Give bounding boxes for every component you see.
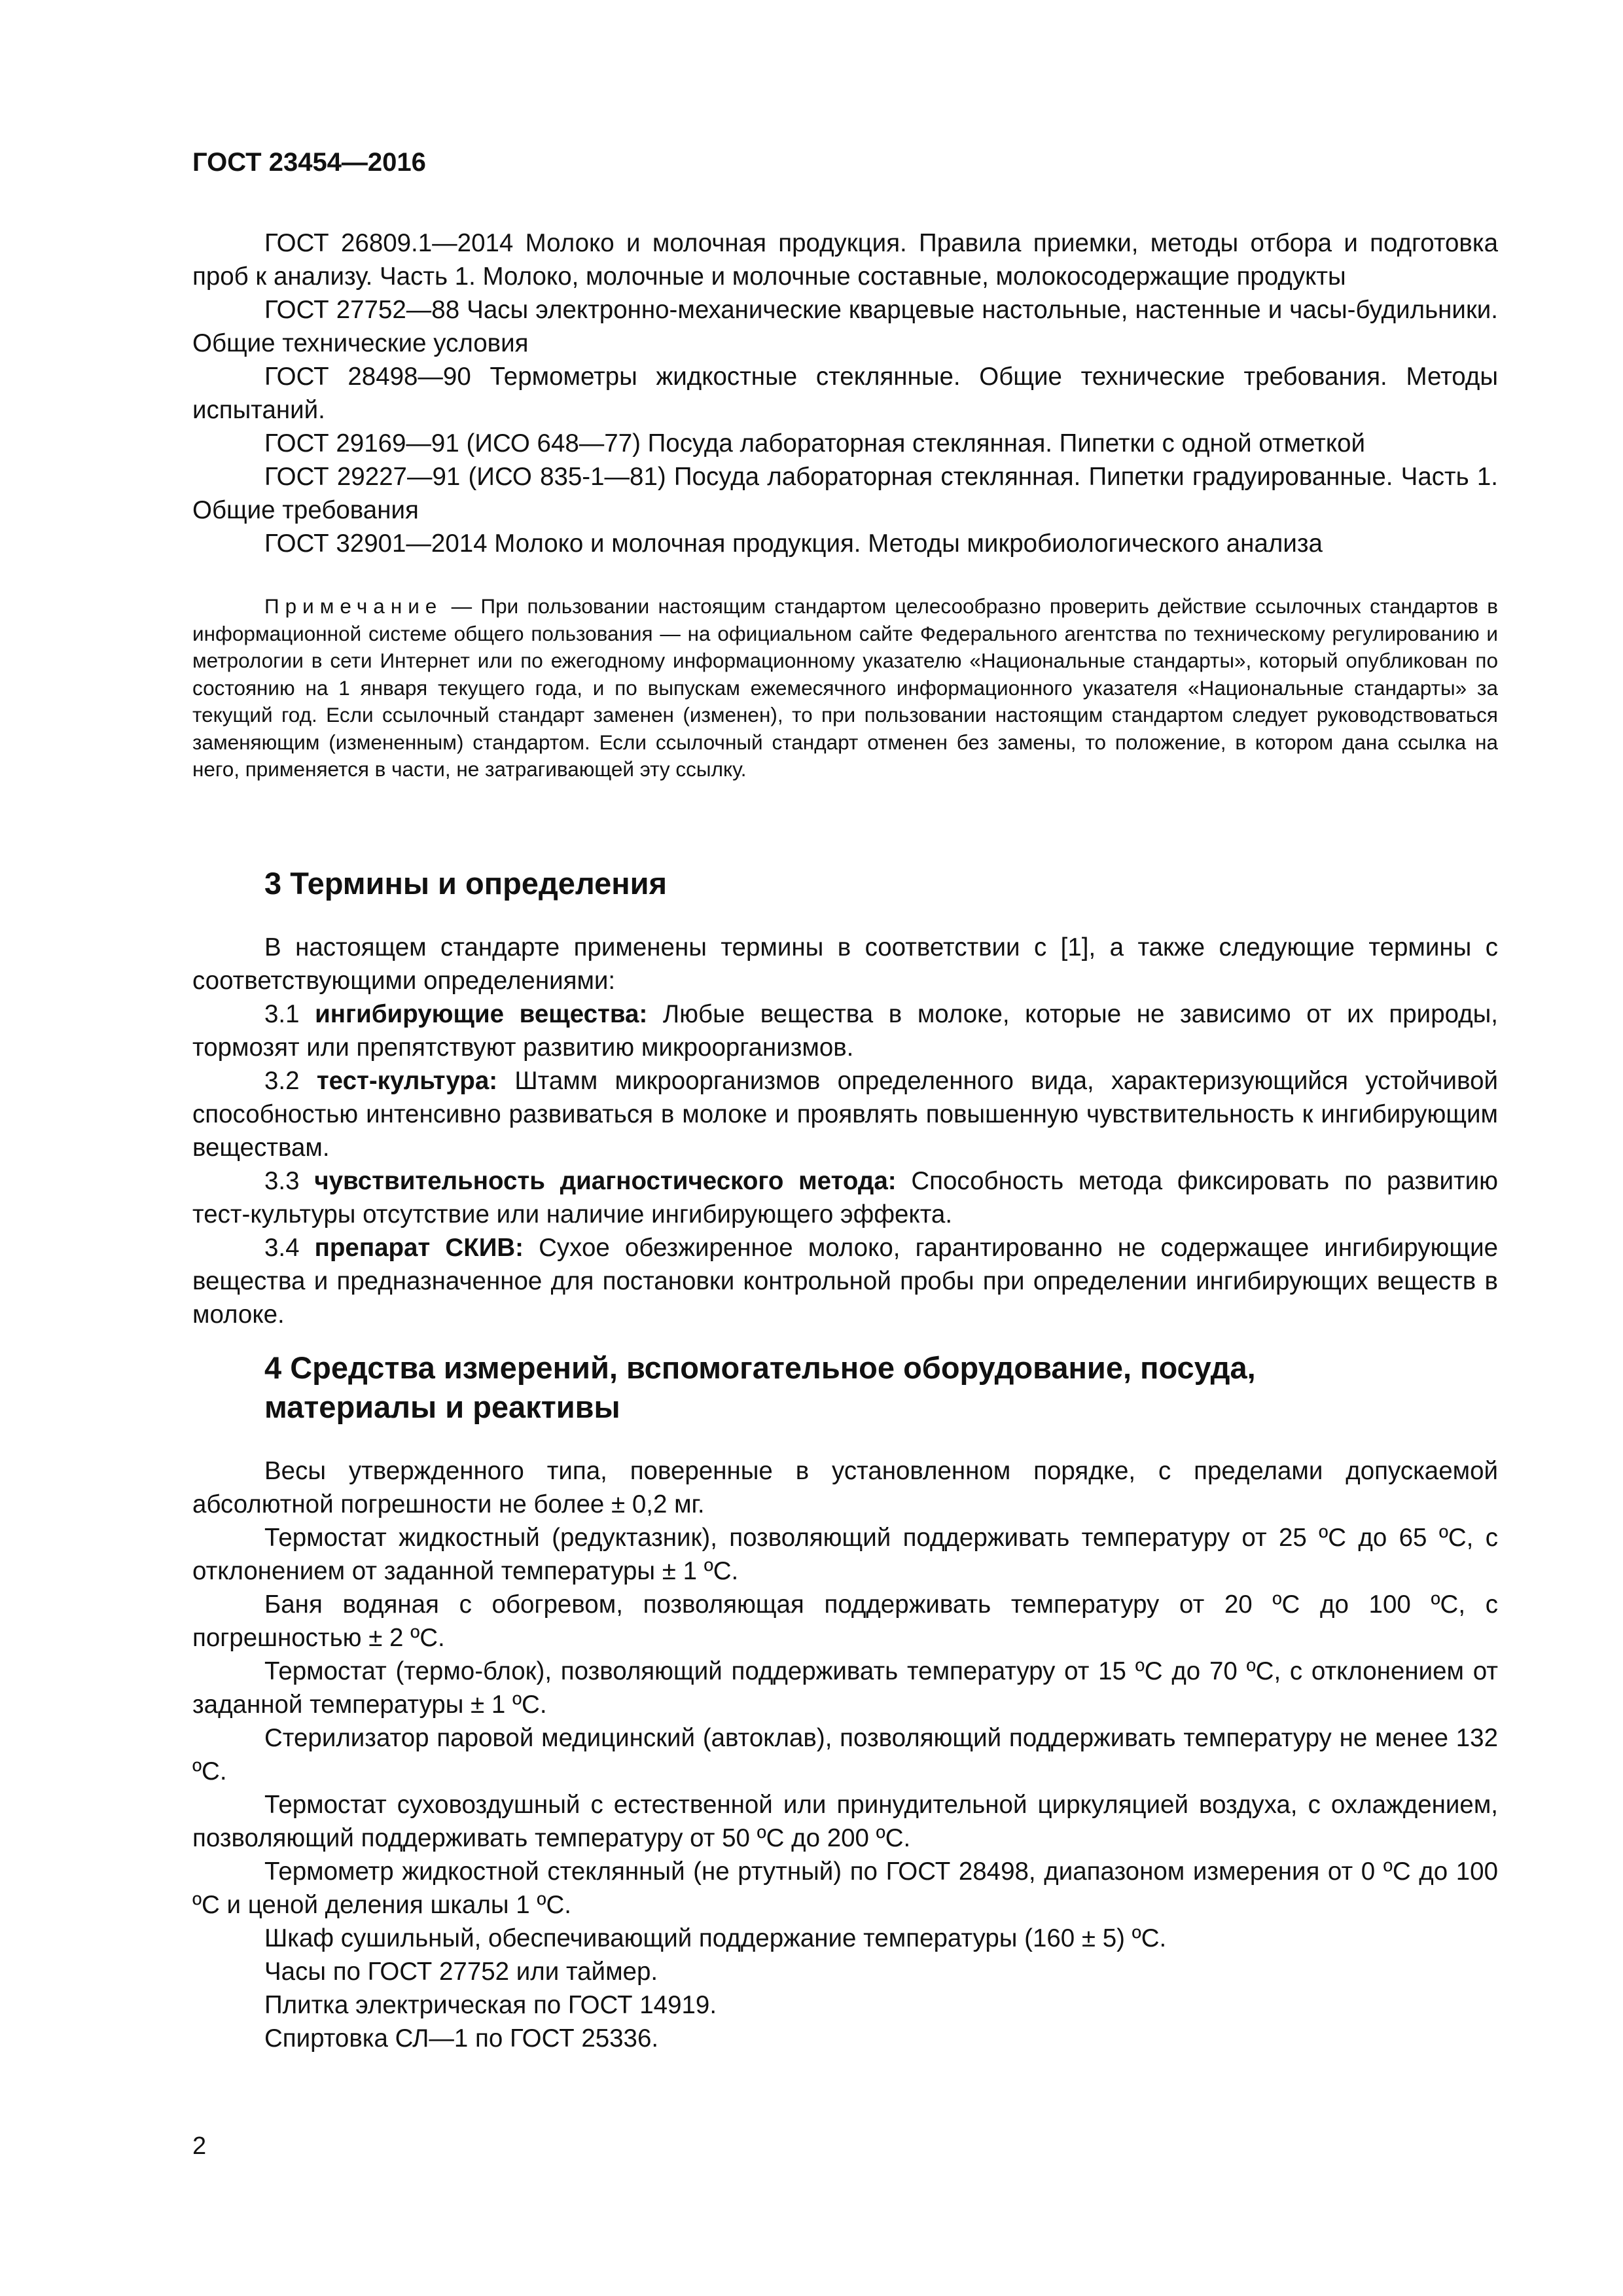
equipment-item: Термостат (термо-блок), позволяющий поддерживать температуру от 15 ºС до 70 ºС, с отклонением от заданной температуры ± 1 ºС. <box>192 1657 1498 1719</box>
page-number: 2 <box>192 2132 207 2160</box>
note-label: Примечание <box>264 594 443 618</box>
term-number: 3.3 <box>264 1167 315 1195</box>
section-4-title-line2: материалы и реактивы <box>264 1390 620 1424</box>
reference-item: ГОСТ 29227—91 (ИСО 835-1—81) Посуда лабораторная стеклянная. Пипетки градуированные. Часть 1. Общие требования <box>192 463 1498 524</box>
term-definition <box>192 997 1498 1064</box>
normative-references <box>192 226 1498 560</box>
section-3-intro: В настоящем стандарте применены термины в соответствии с [1], а также следующие термины с соответствующими определениями: <box>192 933 1498 995</box>
term-name: препарат СКИВ: <box>314 1234 524 1262</box>
equipment-item: Термометр жидкостной стеклянный (не ртутный) по ГОСТ 28498, диапазоном измерения от 0 ºС до 100 ºС и ценой деления шкалы 1 ºС. <box>192 1857 1498 1919</box>
section-4 <box>192 1348 1498 2055</box>
reference-item: ГОСТ 26809.1—2014 Молоко и молочная продукция. Правила приемки, методы отбора и подготовка проб к анализу. Часть 1. Молоко, молочные и молочные составные, молокосодержащие продукты <box>192 229 1498 291</box>
document-header: ГОСТ 23454—2016 <box>192 148 426 177</box>
equipment-item: Шкаф сушильный, обеспечивающий поддержание температуры (160 ± 5) ºС. <box>264 1924 1167 1952</box>
note-block <box>192 593 1498 783</box>
reference-item: ГОСТ 32901—2014 Молоко и молочная продукция. Методы микробиологического анализа <box>264 529 1323 558</box>
term-text: Любые вещества в молоке, которые не зависимо от их природы, тормозят или препятствуют развитию микроорганизмов. <box>192 1000 1498 1062</box>
term-name: тест-культура: <box>316 1067 498 1095</box>
term-definition <box>192 1064 1498 1164</box>
term-number: 3.1 <box>264 1000 315 1028</box>
equipment-item: Термостат жидкостный (редуктазник), позволяющий поддерживать температуру от 25 ºС до 65 ºС, с отклонением от заданной температуры ± 1 ºС. <box>192 1524 1498 1585</box>
section-4-title <box>192 1348 1498 1427</box>
reference-item: ГОСТ 27752—88 Часы электронно-механические кварцевые настольные, настенные и часы-будильники. Общие технические условия <box>192 296 1498 357</box>
section-4-title-line1: 4 Средства измерений, вспомогательное оборудование, посуда, <box>264 1350 1256 1385</box>
term-name: чувствительность диагностического метода: <box>314 1167 897 1195</box>
term-number: 3.4 <box>264 1234 315 1262</box>
equipment-item: Весы утвержденного типа, поверенные в установленном порядке, с пределами допускаемой абсолютной погрешности не более ± 0,2 мг. <box>192 1457 1498 1518</box>
reference-item: ГОСТ 28498—90 Термометры жидкостные стеклянные. Общие технические требования. Методы испытаний. <box>192 363 1498 424</box>
term-definition <box>192 1231 1498 1331</box>
note-paragraph <box>192 593 1498 783</box>
term-name: ингибирующие вещества: <box>315 1000 648 1028</box>
equipment-item: Плитка электрическая по ГОСТ 14919. <box>264 1991 717 2019</box>
term-number: 3.2 <box>264 1067 317 1095</box>
equipment-item: Стерилизатор паровой медицинский (автоклав), позволяющий поддерживать температуру не менее 132 ºС. <box>192 1724 1498 1785</box>
term-text: Штамм микроорганизмов определенного вида, характеризующийся устойчивой способностью интенсивно развиваться в молоке и проявлять повышенную чувствительность к ингибирующим веществам. <box>192 1067 1499 1162</box>
term-definition <box>192 1164 1498 1231</box>
section-3 <box>192 864 1498 1331</box>
term-text: Сухое обезжиренное молоко, гарантированно не содержащее ингибирующие вещества и предназначенное для постановки контрольной пробы при определении ингибирующих веществ в молоке. <box>192 1234 1498 1329</box>
equipment-item: Термостат суховоздушный с естественной или принудительной циркуляцией воздуха, с охлаждением, позволяющий поддерживать температуру от 50 ºС до 200 ºС. <box>192 1791 1498 1852</box>
note-text: — При пользовании настоящим стандартом целесообразно проверить действие ссылочных стандартов в информационной системе общего пользования — на официальном сайте Федерального агентства по техническому регулированию и метрологии в сети Интернет или по ежегодному информационному указателю «Национальные стандарты», который опубликован по состоянию на 1 января текущего года, и по выпускам ежемесячного информационного указателя «Национальные стандарты» за текущий год. Если ссылочный стандарт заменен (изменен), то при пользовании настоящим стандартом следует руководствоваться заменяющим (измененным) стандартом. Если ссылочный стандарт отменен без замены, то положение, в котором дана ссылка на него, применяется в части, не затрагивающей эту ссылку. <box>192 594 1498 781</box>
reference-item: ГОСТ 29169—91 (ИСО 648—77) Посуда лабораторная стеклянная. Пипетки с одной отметкой <box>264 429 1366 457</box>
equipment-item: Спиртовка СЛ—1 по ГОСТ 25336. <box>264 2024 659 2053</box>
section-3-title: 3 Термины и определения <box>264 866 667 901</box>
equipment-item: Часы по ГОСТ 27752 или таймер. <box>264 1958 658 1986</box>
term-text: Способность метода фиксировать по развитию тест-культуры отсутствие или наличие ингибирующего эффекта. <box>192 1167 1499 1229</box>
equipment-item: Баня водяная с обогревом, позволяющая поддерживать температуру от 20 ºС до 100 ºС, с погрешностью ± 2 ºС. <box>192 1590 1498 1652</box>
